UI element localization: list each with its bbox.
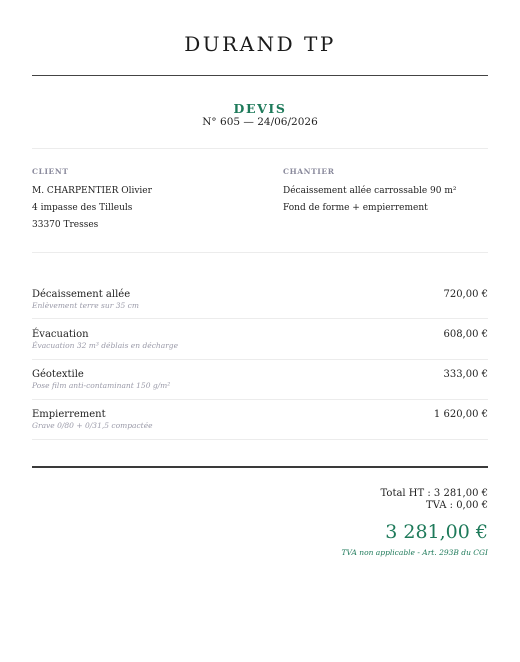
client-name: M. CHARPENTIER Olivier — [32, 186, 152, 196]
line-item-amount: 608,00 € — [443, 329, 488, 340]
site-line-2: Fond de forme + empierrement — [283, 203, 428, 213]
row-divider — [32, 359, 488, 360]
line-item — [32, 289, 488, 329]
line-item — [32, 409, 488, 449]
document-number-date: N° 605 — 24/06/2026 — [202, 116, 318, 128]
line-item-label: Géotextile — [32, 369, 84, 380]
row-divider — [32, 399, 488, 400]
header-divider — [32, 75, 488, 76]
section-divider — [32, 148, 488, 149]
line-item-label: Empierrement — [32, 409, 106, 420]
totals-divider — [32, 466, 488, 468]
line-item-label: Évacuation — [32, 329, 89, 340]
total-ht: Total HT : 3 281,00 € — [380, 488, 488, 499]
site-heading: CHANTIER — [283, 167, 335, 176]
vat-note: TVA non applicable - Art. 293B du CGI — [341, 548, 488, 557]
line-item-description: Évacuation 32 m³ déblais en décharge — [32, 341, 179, 350]
line-item-description: Enlèvement terre sur 35 cm — [32, 301, 139, 310]
line-item-amount: 720,00 € — [443, 289, 488, 300]
client-heading: CLIENT — [32, 167, 69, 176]
line-item-description: Grave 0/80 + 0/31,5 compactée — [32, 421, 153, 430]
line-item — [32, 329, 488, 369]
total-tva: TVA : 0,00 € — [426, 500, 488, 511]
row-divider — [32, 439, 488, 440]
line-item-label: Décaissement allée — [32, 289, 131, 300]
company-name: DURAND TP — [184, 32, 336, 56]
line-item — [32, 369, 488, 409]
site-line-1: Décaissement allée carrossable 90 m² — [283, 186, 457, 196]
client-street: 4 impasse des Tilleuls — [32, 203, 133, 213]
client-city: 33370 Tresses — [32, 220, 99, 230]
line-item-description: Pose film anti-contaminant 150 g/m² — [32, 381, 171, 390]
document-title: DEVIS — [233, 101, 287, 116]
section-divider — [32, 252, 488, 253]
line-item-amount: 1 620,00 € — [433, 409, 488, 420]
row-divider — [32, 318, 488, 319]
grand-total: 3 281,00 € — [385, 521, 488, 543]
line-item-amount: 333,00 € — [443, 369, 488, 380]
